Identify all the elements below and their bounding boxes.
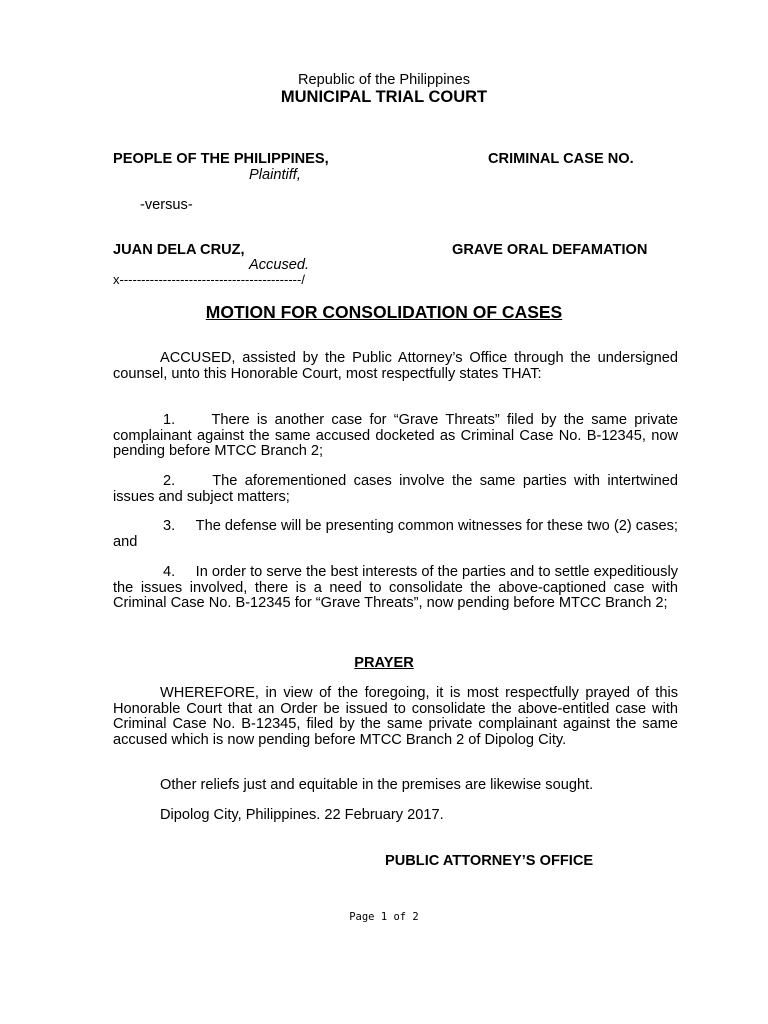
- versus-label: -versus-: [140, 197, 193, 213]
- caption-separator: x------------------------------------------/: [113, 272, 305, 287]
- case-number-label: CRIMINAL CASE NO.: [488, 151, 634, 167]
- signatory-office: PUBLIC ATTORNEY’S OFFICE: [385, 853, 594, 869]
- plaintiff-name: PEOPLE OF THE PHILIPPINES,: [113, 151, 329, 167]
- list-item: [113, 565, 678, 612]
- offense-label: GRAVE ORAL DEFAMATION: [452, 242, 648, 258]
- item-text: The defense will be presenting common witnesses for these two (2) cases; and: [113, 518, 678, 550]
- item-number: 2.: [163, 473, 176, 489]
- page-number: Page 1 of 2: [349, 911, 419, 923]
- other-reliefs: Other reliefs just and equitable in the premises are likewise sought.: [160, 777, 594, 793]
- court-name: MUNICIPAL TRIAL COURT: [280, 88, 488, 106]
- republic-line: Republic of the Philippines: [298, 72, 470, 88]
- prayer-paragraph: [113, 686, 678, 748]
- item-number: 1.: [163, 412, 176, 428]
- item-text: There is another case for “Grave Threats” filed by the same private complainant against the same accused docketed as Criminal Case No. B-12345, now pending before MTCC Branch 2;: [113, 412, 679, 459]
- document-title: MOTION FOR CONSOLIDATION OF CASES: [205, 302, 563, 322]
- accused-name: JUAN DELA CRUZ,: [113, 242, 245, 258]
- item-number: 4.: [163, 564, 176, 580]
- prayer-text: WHEREFORE, in view of the foregoing, it is most respectfully prayed of this Honorable Court that an Order be issued to consolidate the above-entitled case with Criminal Case No. B-12345, filed by the same private complainant against the same accused which is now pending before MTCC Branch 2 of Dipolog City.: [113, 685, 678, 748]
- item-number: 3.: [163, 518, 176, 534]
- item-text: In order to serve the best interests of the parties and to settle expeditiously the issues involved, there is a need to consolidate the above-captioned case with Criminal Case No. B-12345 for “Grave Threats”, now pending before MTCC Branch 2;: [113, 564, 678, 611]
- place-date: Dipolog City, Philippines. 22 February 2017.: [160, 807, 444, 823]
- item-text: The aforementioned cases involve the same parties with intertwined issues and subject matters;: [113, 473, 678, 505]
- plaintiff-role: Plaintiff,: [249, 167, 301, 183]
- intro-paragraph: [113, 351, 678, 382]
- list-item: [113, 474, 678, 505]
- list-item: [113, 413, 678, 460]
- prayer-heading: PRAYER: [354, 655, 414, 671]
- accused-role: Accused.: [249, 257, 310, 273]
- intro-text: ACCUSED, assisted by the Public Attorney’s Office through the undersigned counsel, unto this Honorable Court, most respectfully states THAT:: [113, 350, 678, 382]
- list-item: [113, 519, 678, 550]
